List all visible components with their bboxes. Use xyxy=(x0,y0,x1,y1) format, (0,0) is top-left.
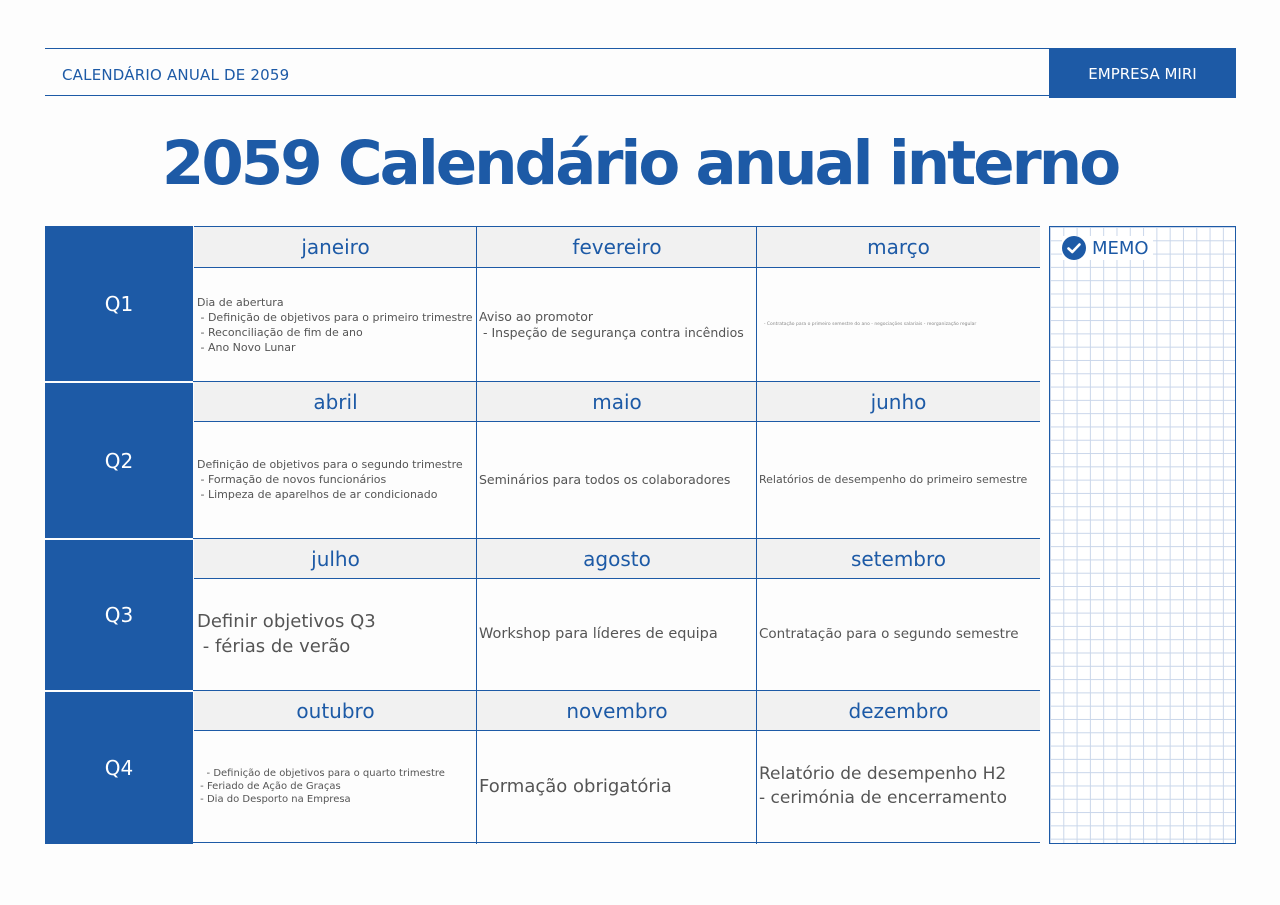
quarter-divider xyxy=(45,538,193,540)
month-header-novembro: novembro xyxy=(477,690,757,731)
month-notes-text: Dia de abertura - Definição de objetivos para o primeiro trimestre - Reconciliação de fim de ano - Ano Novo Lunar xyxy=(197,295,473,354)
month-header-outubro: outubro xyxy=(194,690,477,731)
month-notes-text: Contratação para o segundo semestre xyxy=(759,626,1019,642)
month-header-dezembro: dezembro xyxy=(757,690,1040,731)
month-notes-abril xyxy=(193,421,477,539)
memo-label: MEMO xyxy=(1092,237,1149,259)
month-notes-text: Aviso ao promotor - Inspeção de segurança contra incêndios xyxy=(479,308,744,340)
header-title: CALENDÁRIO ANUAL DE 2059 xyxy=(62,66,290,84)
column-divider xyxy=(476,226,477,844)
month-notes-julho xyxy=(193,578,477,691)
quarter-label-q4: Q4 xyxy=(45,691,193,844)
page-title: 2059 Calendário anual interno xyxy=(161,128,1119,199)
company-badge: EMPRESA MIRI xyxy=(1049,49,1236,98)
month-notes-text: Definição de objetivos para o segundo trimestre - Formação de novos funcionários - Limpeza de aparelhos de ar condicionado xyxy=(197,458,463,501)
month-notes-text: - Definição de objetivos para o quarto trimestre - Feriado de Ação de Graças - Dia do Desporto na Empresa xyxy=(200,767,445,805)
month-notes-novembro xyxy=(475,730,757,843)
month-notes-text: Formação obrigatória xyxy=(479,775,672,797)
month-notes-setembro xyxy=(755,578,1040,691)
quarter-label-q3: Q3 xyxy=(45,539,193,691)
month-header-janeiro: janeiro xyxy=(194,226,477,268)
month-notes-outubro xyxy=(193,730,477,843)
column-divider xyxy=(756,226,757,844)
memo-header xyxy=(1062,236,1153,260)
month-notes-text: Seminários para todos os colaboradores xyxy=(479,471,731,487)
month-header-junho: junho xyxy=(757,381,1040,422)
month-notes-text: - Contratação para o primeiro semestre do ano - negociações salariais - reorganização regular xyxy=(761,321,977,327)
check-circle-icon xyxy=(1062,236,1086,260)
quarter-label-q1: Q1 xyxy=(45,226,193,382)
month-header-abril: abril xyxy=(194,381,477,422)
month-notes-junho xyxy=(755,421,1040,539)
month-notes-text: Definir objetivos Q3 - férias de verão xyxy=(197,611,376,657)
month-header-julho: julho xyxy=(194,538,477,579)
month-notes-marco xyxy=(757,268,1040,382)
month-header-maio: maio xyxy=(477,381,757,422)
month-header-agosto: agosto xyxy=(477,538,757,579)
month-notes-text: Workshop para líderes de equipa xyxy=(479,626,718,642)
header-bottom-rule xyxy=(45,95,1049,96)
month-notes-maio xyxy=(475,421,757,539)
month-notes-janeiro xyxy=(193,268,477,382)
month-notes-fevereiro xyxy=(475,268,757,382)
month-header-marco: março xyxy=(757,226,1040,268)
month-header-fevereiro: fevereiro xyxy=(477,226,757,268)
quarter-label-q2: Q2 xyxy=(45,382,193,539)
month-notes-agosto xyxy=(475,578,757,691)
memo-grid-panel[interactable] xyxy=(1049,226,1236,844)
quarter-divider xyxy=(45,381,193,383)
quarter-divider xyxy=(45,690,193,692)
month-header-setembro: setembro xyxy=(757,538,1040,579)
month-notes-text: Relatórios de desempenho do primeiro semestre xyxy=(759,473,1028,486)
month-notes-dezembro xyxy=(755,730,1040,843)
month-notes-text: Relatório de desempenho H2 - cerimónia de encerramento xyxy=(759,764,1007,808)
